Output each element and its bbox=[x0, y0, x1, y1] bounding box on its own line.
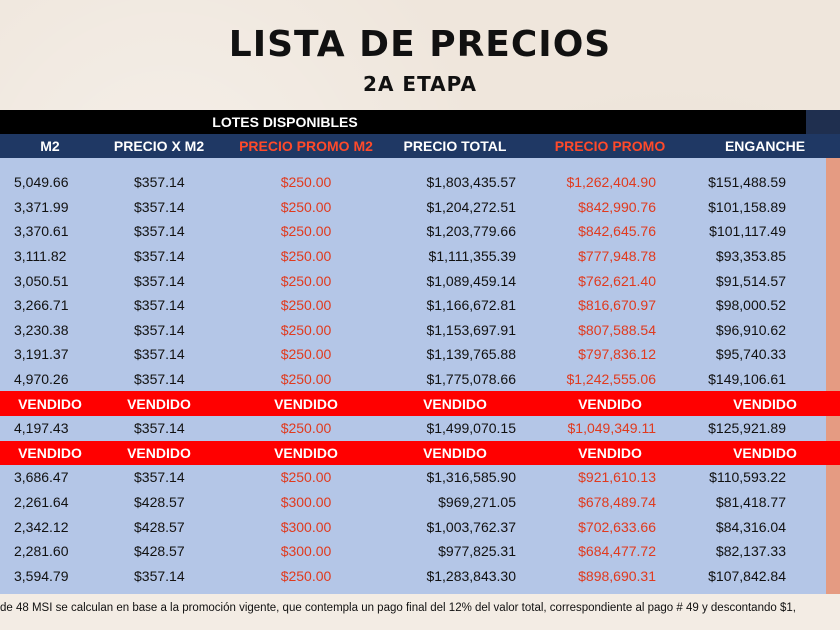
table-header-row bbox=[0, 134, 840, 158]
table-row bbox=[0, 564, 826, 589]
table-row bbox=[0, 416, 826, 441]
cell-precio-m2: $428.57 bbox=[134, 543, 185, 560]
cell-precio-m2: $357.14 bbox=[134, 174, 185, 191]
table-row bbox=[0, 293, 826, 318]
cell-m2: 3,230.38 bbox=[14, 321, 69, 338]
table-row bbox=[0, 268, 826, 293]
cell-promo: $777,948.78 bbox=[578, 248, 656, 265]
cell-precio-m2: $357.14 bbox=[134, 223, 185, 240]
cell-precio-m2: $357.14 bbox=[134, 567, 185, 584]
cell-total: $1,139,765.88 bbox=[426, 346, 516, 363]
cell-enganche: $110,593.22 bbox=[709, 469, 786, 486]
cell-enganche: $125,921.89 bbox=[708, 420, 786, 437]
cell-total: $977,825.31 bbox=[438, 543, 516, 560]
cell-promo-m2: $250.00 bbox=[280, 469, 332, 486]
cell-enganche: $101,158.89 bbox=[708, 198, 786, 215]
cell-promo: $1,242,555.06 bbox=[566, 371, 656, 388]
table-row bbox=[0, 219, 826, 244]
table-row bbox=[0, 244, 826, 269]
header-enganche: ENGANCHE bbox=[724, 138, 806, 154]
cell-total: $1,775,078.66 bbox=[426, 371, 516, 388]
sold-label: VENDIDO bbox=[18, 444, 82, 461]
cell-total: $1,111,355.39 bbox=[428, 248, 516, 265]
cell-total: $1,803,435.57 bbox=[426, 174, 516, 191]
table-row bbox=[0, 465, 826, 490]
cell-precio-m2: $357.14 bbox=[134, 420, 185, 437]
cell-precio-m2: $357.14 bbox=[134, 272, 185, 289]
header-m2: M2 bbox=[40, 138, 60, 154]
cell-enganche: $149,106.61 bbox=[708, 371, 786, 388]
sold-label: VENDIDO bbox=[423, 444, 487, 461]
header-precio-promo-m2: PRECIO PROMO M2 bbox=[239, 138, 373, 154]
sold-label: VENDIDO bbox=[578, 395, 642, 412]
cell-enganche: $81,418.77 bbox=[715, 494, 786, 511]
side-decoration-salmon bbox=[826, 158, 840, 594]
sold-label: VENDIDO bbox=[274, 395, 338, 412]
table-row bbox=[0, 514, 826, 539]
cell-precio-m2: $357.14 bbox=[134, 297, 185, 314]
cell-total: $1,499,070.15 bbox=[426, 420, 516, 437]
cell-promo-m2: $250.00 bbox=[280, 420, 332, 437]
footer-note: de 48 MSI se calculan en base a la promoción vigente, que contempla un pago final del 12% del valor total, correspondiente al pago # 49 y descontando $1, bbox=[0, 602, 796, 614]
cell-enganche: $91,514.57 bbox=[715, 272, 786, 289]
header-precio-promo: PRECIO PROMO bbox=[554, 138, 666, 154]
cell-precio-m2: $428.57 bbox=[134, 494, 185, 511]
cell-promo-m2: $250.00 bbox=[280, 174, 332, 191]
cell-total: $1,204,272.51 bbox=[426, 198, 516, 215]
cell-promo-m2: $300.00 bbox=[280, 518, 332, 535]
cell-precio-m2: $357.14 bbox=[134, 321, 185, 338]
cell-enganche: $96,910.62 bbox=[715, 321, 786, 338]
sold-label: VENDIDO bbox=[127, 395, 191, 412]
cell-m2: 2,261.64 bbox=[14, 494, 69, 511]
side-decoration-dark bbox=[806, 110, 840, 134]
cell-enganche: $107,842.84 bbox=[708, 567, 786, 584]
cell-promo-m2: $250.00 bbox=[280, 223, 332, 240]
cell-total: $1,316,585.90 bbox=[426, 469, 516, 486]
cell-promo-m2: $300.00 bbox=[280, 543, 332, 560]
cell-total: $1,153,697.91 bbox=[426, 321, 516, 338]
table-row bbox=[0, 539, 826, 564]
cell-precio-m2: $357.14 bbox=[134, 469, 185, 486]
page-subtitle: 2A ETAPA bbox=[363, 72, 477, 96]
table-row bbox=[0, 195, 826, 220]
header-precio-m2: PRECIO X M2 bbox=[113, 138, 205, 154]
table-row bbox=[0, 318, 826, 343]
cell-precio-m2: $357.14 bbox=[134, 198, 185, 215]
cell-m2: 3,594.79 bbox=[14, 567, 69, 584]
cell-total: $1,166,672.81 bbox=[426, 297, 516, 314]
table-row bbox=[0, 342, 826, 367]
table-row bbox=[0, 490, 826, 515]
sold-row bbox=[0, 391, 840, 416]
cell-total: $1,089,459.14 bbox=[426, 272, 516, 289]
cell-total: $1,003,762.37 bbox=[426, 518, 516, 535]
cell-enganche: $151,488.59 bbox=[708, 174, 786, 191]
cell-precio-m2: $428.57 bbox=[134, 518, 185, 535]
header-precio-total: PRECIO TOTAL bbox=[403, 138, 507, 154]
cell-promo: $816,670.97 bbox=[578, 297, 656, 314]
cell-enganche: $84,316.04 bbox=[715, 518, 786, 535]
sold-label: VENDIDO bbox=[18, 395, 82, 412]
cell-enganche: $95,740.33 bbox=[715, 346, 786, 363]
cell-promo: $684,477.72 bbox=[578, 543, 656, 560]
sold-row bbox=[0, 441, 840, 466]
group-header-bar bbox=[0, 110, 806, 134]
cell-promo-m2: $250.00 bbox=[280, 346, 332, 363]
cell-m2: 2,342.12 bbox=[14, 518, 69, 535]
cell-m2: 4,197.43 bbox=[14, 420, 69, 437]
cell-m2: 3,111.82 bbox=[14, 248, 67, 265]
cell-enganche: $93,353.85 bbox=[715, 248, 786, 265]
cell-promo: $702,633.66 bbox=[578, 518, 656, 535]
cell-m2: 3,371.99 bbox=[14, 198, 69, 215]
cell-promo-m2: $250.00 bbox=[280, 567, 332, 584]
cell-promo: $807,588.54 bbox=[578, 321, 656, 338]
cell-precio-m2: $357.14 bbox=[134, 248, 185, 265]
cell-m2: 2,281.60 bbox=[14, 543, 69, 560]
cell-promo: $842,990.76 bbox=[578, 198, 656, 215]
cell-m2: 4,970.26 bbox=[14, 371, 69, 388]
cell-promo-m2: $250.00 bbox=[280, 198, 332, 215]
cell-promo: $898,690.31 bbox=[578, 567, 656, 584]
cell-promo-m2: $250.00 bbox=[280, 248, 332, 265]
sold-label: VENDIDO bbox=[274, 444, 338, 461]
cell-promo-m2: $250.00 bbox=[280, 297, 332, 314]
cell-total: $969,271.05 bbox=[438, 494, 516, 511]
cell-m2: 3,050.51 bbox=[14, 272, 69, 289]
page-title: LISTA DE PRECIOS bbox=[228, 24, 612, 65]
cell-promo-m2: $250.00 bbox=[280, 321, 332, 338]
cell-promo: $921,610.13 bbox=[578, 469, 656, 486]
sold-label: VENDIDO bbox=[578, 444, 642, 461]
cell-m2: 3,266.71 bbox=[14, 297, 69, 314]
cell-m2: 5,049.66 bbox=[14, 174, 69, 191]
cell-promo: $842,645.76 bbox=[578, 223, 656, 240]
cell-enganche: $101,117.49 bbox=[709, 223, 786, 240]
cell-enganche: $98,000.52 bbox=[715, 297, 786, 314]
cell-precio-m2: $357.14 bbox=[134, 346, 185, 363]
cell-m2: 3,191.37 bbox=[14, 346, 69, 363]
cell-total: $1,283,843.30 bbox=[426, 567, 516, 584]
cell-precio-m2: $357.14 bbox=[134, 371, 185, 388]
cell-promo: $678,489.74 bbox=[578, 494, 656, 511]
cell-promo: $1,049,349.11 bbox=[567, 420, 656, 437]
cell-promo-m2: $250.00 bbox=[280, 371, 332, 388]
cell-promo-m2: $250.00 bbox=[280, 272, 332, 289]
cell-promo: $797,836.12 bbox=[578, 346, 656, 363]
table-row bbox=[0, 170, 826, 195]
group-label: LOTES DISPONIBLES bbox=[212, 114, 358, 130]
cell-m2: 3,686.47 bbox=[14, 469, 69, 486]
table-row bbox=[0, 367, 826, 392]
sold-label: VENDIDO bbox=[733, 444, 797, 461]
price-table-body bbox=[0, 170, 826, 588]
cell-enganche: $82,137.33 bbox=[715, 543, 786, 560]
sold-label: VENDIDO bbox=[127, 444, 191, 461]
cell-promo: $1,262,404.90 bbox=[566, 174, 656, 191]
cell-promo-m2: $300.00 bbox=[280, 494, 332, 511]
sold-label: VENDIDO bbox=[423, 395, 487, 412]
sold-label: VENDIDO bbox=[733, 395, 797, 412]
cell-promo: $762,621.40 bbox=[578, 272, 656, 289]
cell-total: $1,203,779.66 bbox=[426, 223, 516, 240]
cell-m2: 3,370.61 bbox=[14, 223, 69, 240]
